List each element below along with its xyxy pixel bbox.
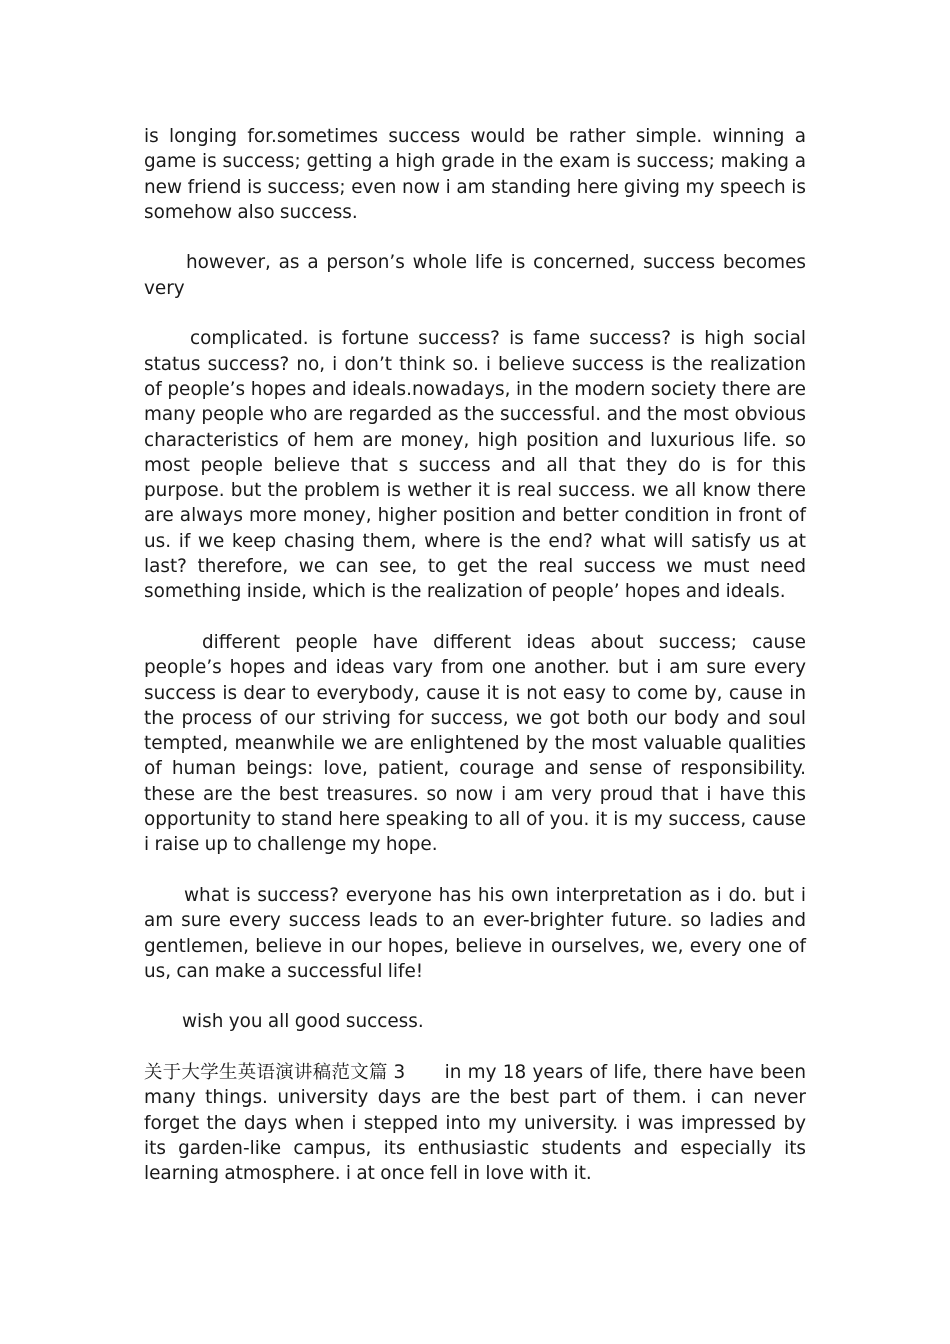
paragraph-what-is-success: what is success? everyone has his own interpretation as i do. but i am sure every success leads to an ever-brighter future. so ladies and gentlemen, believe in our hopes, believe in ourselves, we, every one of us, can make a successful life! xyxy=(144,884,806,982)
paragraph-wish-you: wish you all good success. xyxy=(182,1011,424,1033)
section-3-heading: 关于大学生英语演讲稿范文篇 3 xyxy=(144,1061,405,1083)
paragraph-different-people: different people have different ideas about success; cause people’s hopes and ideas vary from one another. but i am sure every success is dear to everybody, cause it is not easy to come by, cause in the process of our striving for success, we got both our body and soul tempted, meanwhile we are enlightened by the most valuable qualities of human beings: love, patient, courage and sense of responsibility. these are the best treasures. so now i am very proud that i have this opportunity to stand here speaking to all of you. it is my success, cause i raise up to challenge my hope. xyxy=(144,631,806,856)
document-page xyxy=(144,124,806,1212)
paragraph-complicated: complicated. is fortune success? is fame success? is high social status success? no, i don’t think so. i believe success is the realization of people’s hopes and ideals.nowadays, in the modern society there are many people who are regarded as the successful. and the most obvious characteristics of hem are money, high position and luxurious life. so most people believe that s success and all that they do is for this purpose. but the problem is wether it is real success. we all know there are always more money, higher position and better condition in front of us. if we keep chasing them, where is the end? what will satisfy us at last? therefore, we can see, to get the real success we must need something inside, which is the realization of people’ hopes and ideals. xyxy=(144,328,806,603)
paragraph-whole-life: however, as a person’s whole life is concerned, success becomes very xyxy=(144,252,806,299)
paragraph-success-simple: is longing for.sometimes success would be rather simple. winning a game is success; getting a high grade in the exam is success; making a new friend is success; even now i am standing here giving my speech is somehow also success. xyxy=(144,126,806,223)
section-3-text: in my 18 years of life, there have been many things. university days are the best part of them. i can never forget the days when i stepped into my university. i was impressed by its garden-like campus, its enthusiastic students and especially its learning atmosphere. i at once fell in love with it. xyxy=(144,1061,806,1185)
section-3-paragraph xyxy=(144,1060,806,1186)
